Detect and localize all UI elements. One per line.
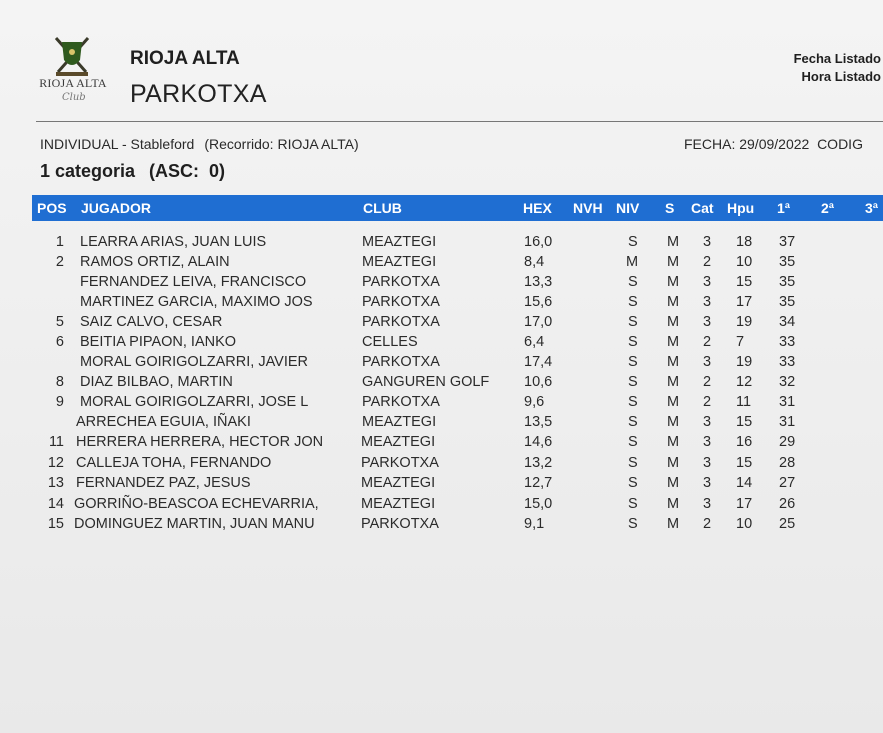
row-r1: 27: [779, 475, 796, 491]
row-sex: M: [667, 354, 680, 370]
row-niv: S: [628, 455, 638, 471]
row-club: MEAZTEGI: [362, 234, 437, 250]
row-club: PARKOTXA: [362, 294, 440, 310]
row-niv: S: [628, 516, 638, 532]
row-niv: S: [628, 234, 638, 250]
row-player: CALLEJA TOHA, FERNANDO: [76, 455, 272, 471]
table-row: [0, 294, 883, 314]
row-niv: S: [628, 414, 638, 430]
row-r1: 35: [779, 254, 796, 270]
row-club: MEAZTEGI: [361, 496, 436, 512]
category-asc: (ASC: 0): [149, 161, 226, 181]
row-pos: 15: [47, 516, 64, 532]
col-r2: 2ª: [821, 200, 834, 216]
row-niv: S: [628, 374, 638, 390]
row-hex: 17,0: [524, 314, 553, 330]
row-hpu: 10: [736, 254, 753, 270]
row-club: PARKOTXA: [362, 274, 440, 290]
row-cat: 2: [703, 394, 712, 410]
row-cat: 2: [703, 254, 712, 270]
header-divider: [36, 121, 883, 122]
row-player: ARRECHEA EGUIA, IÑAKI: [76, 414, 251, 430]
row-pos: 2: [55, 254, 64, 270]
row-club: PARKOTXA: [362, 394, 440, 410]
row-club: MEAZTEGI: [362, 414, 437, 430]
row-hpu: 16: [736, 434, 753, 450]
row-r1: 37: [779, 234, 796, 250]
row-hpu: 17: [736, 496, 753, 512]
row-player: GORRIÑO-BEASCOA ECHEVARRIA,: [74, 496, 319, 512]
row-pos: 11: [48, 434, 64, 450]
row-hpu: 7: [736, 334, 745, 350]
competition-course: (Recorrido: RIOJA ALTA): [204, 136, 359, 152]
row-hex: 16,0: [524, 234, 553, 250]
row-hex: 6,4: [524, 334, 545, 350]
row-club: PARKOTXA: [362, 354, 440, 370]
row-pos: 14: [47, 496, 64, 512]
row-niv: S: [628, 274, 638, 290]
row-sex: M: [667, 254, 680, 270]
table-row: [0, 516, 883, 536]
competition-date: FECHA: 29/09/2022 CODIG: [684, 136, 863, 152]
row-pos: 12: [47, 455, 64, 471]
row-hex: 13,5: [524, 414, 553, 430]
row-pos: 1: [55, 234, 64, 250]
course-name: PARKOTXA: [130, 80, 267, 108]
row-sex: M: [667, 294, 680, 310]
table-row: [0, 234, 883, 254]
row-player: SAIZ CALVO, CESAR: [80, 314, 223, 330]
row-player: MARTINEZ GARCIA, MAXIMO JOS: [80, 294, 313, 310]
row-club: PARKOTXA: [362, 314, 440, 330]
row-cat: 2: [703, 374, 712, 390]
row-player: FERNANDEZ LEIVA, FRANCISCO: [80, 274, 307, 290]
table-header: [32, 195, 883, 221]
golf-flag-logo-icon: [28, 32, 118, 82]
row-club: MEAZTEGI: [362, 254, 437, 270]
row-player: DOMINGUEZ MARTIN, JUAN MANU: [74, 516, 315, 532]
row-sex: M: [667, 434, 680, 450]
fecha-listado-label: Fecha Listado: [793, 51, 881, 66]
row-r1: 26: [779, 496, 796, 512]
row-pos: 8: [55, 374, 64, 390]
row-hpu: 15: [736, 414, 753, 430]
row-sex: M: [667, 394, 680, 410]
category-title: [40, 161, 225, 182]
row-player: LEARRA ARIAS, JUAN LUIS: [80, 234, 267, 250]
table-row: [0, 414, 883, 434]
row-hex: 9,1: [524, 516, 545, 532]
row-hpu: 19: [736, 354, 753, 370]
table-row: [0, 354, 883, 374]
row-r1: 29: [779, 434, 796, 450]
col-cat: Cat: [691, 200, 714, 216]
row-hex: 15,6: [524, 294, 553, 310]
row-player: DIAZ BILBAO, MARTIN: [80, 374, 233, 390]
row-cat: 3: [703, 294, 712, 310]
logo-text: RIOJA ALTA: [39, 76, 107, 90]
row-hex: 9,6: [524, 394, 545, 410]
row-club: PARKOTXA: [361, 455, 439, 471]
row-pos: 6: [55, 334, 64, 350]
table-row: [0, 314, 883, 334]
row-cat: 2: [703, 334, 712, 350]
col-s: S: [665, 200, 675, 216]
row-club: PARKOTXA: [361, 516, 439, 532]
row-hex: 13,3: [524, 274, 553, 290]
row-niv: S: [628, 394, 638, 410]
row-niv: S: [628, 496, 638, 512]
row-niv: S: [628, 434, 638, 450]
col-pos: POS: [37, 200, 67, 216]
table-row: [0, 455, 883, 475]
row-player: BEITIA PIPAON, IANKO: [80, 334, 237, 350]
row-niv: S: [628, 334, 638, 350]
row-cat: 3: [703, 234, 712, 250]
row-niv: M: [626, 254, 639, 270]
row-sex: M: [667, 234, 680, 250]
competition-format: INDIVIDUAL - Stableford: [40, 136, 195, 152]
row-club: MEAZTEGI: [361, 434, 436, 450]
row-r1: 28: [779, 455, 796, 471]
row-cat: 3: [703, 434, 712, 450]
competition-type: [40, 136, 359, 152]
row-cat: 3: [703, 354, 712, 370]
table-row: [0, 394, 883, 414]
row-cat: 3: [703, 455, 712, 471]
row-sex: M: [667, 274, 680, 290]
row-player: MORAL GOIRIGOLZARRI, JAVIER: [80, 354, 309, 370]
row-sex: M: [667, 496, 680, 512]
listing-meta: [794, 50, 881, 86]
row-hpu: 15: [736, 455, 753, 471]
row-hpu: 11: [736, 394, 752, 410]
table-row: [0, 274, 883, 294]
row-cat: 3: [703, 475, 712, 491]
row-r1: 33: [779, 334, 796, 350]
row-sex: M: [667, 455, 680, 471]
row-r1: 31: [779, 414, 796, 430]
row-sex: M: [667, 475, 680, 491]
row-niv: S: [628, 354, 638, 370]
row-hex: 10,6: [524, 374, 553, 390]
table-row: [0, 496, 883, 516]
col-r3: 3ª: [865, 200, 878, 216]
row-sex: M: [667, 314, 680, 330]
row-r1: 34: [779, 314, 796, 330]
row-player: RAMOS ORTIZ, ALAIN: [80, 254, 230, 270]
row-hex: 17,4: [524, 354, 553, 370]
row-player: FERNANDEZ PAZ, JESUS: [76, 475, 251, 491]
logo-club-text: Club: [62, 92, 86, 103]
row-hpu: 15: [736, 274, 753, 290]
row-niv: S: [628, 475, 638, 491]
row-hex: 13,2: [524, 455, 553, 471]
table-row: [0, 334, 883, 354]
row-hex: 14,6: [524, 434, 553, 450]
row-cat: 3: [703, 314, 712, 330]
table-row: [0, 374, 883, 394]
row-hpu: 17: [736, 294, 753, 310]
row-hpu: 18: [736, 234, 753, 250]
table-row: [0, 434, 883, 454]
table-row: [0, 254, 883, 274]
row-r1: 32: [779, 374, 796, 390]
row-r1: 31: [779, 394, 796, 410]
col-hpu: Hpu: [727, 200, 755, 216]
row-niv: S: [628, 314, 638, 330]
row-hpu: 14: [736, 475, 753, 491]
row-player: HERRERA HERRERA, HECTOR JON: [76, 434, 324, 450]
row-sex: M: [667, 414, 680, 430]
row-r1: 35: [779, 294, 796, 310]
row-cat: 3: [703, 496, 712, 512]
col-niv: NIV: [616, 200, 640, 216]
row-hex: 8,4: [524, 254, 545, 270]
club-name: RIOJA ALTA: [130, 48, 240, 69]
row-hpu: 12: [736, 374, 753, 390]
row-sex: M: [667, 374, 680, 390]
col-r1: 1ª: [777, 200, 790, 216]
row-cat: 3: [703, 274, 712, 290]
col-nvh: NVH: [573, 200, 603, 216]
row-pos: 9: [55, 394, 64, 410]
row-hpu: 10: [736, 516, 753, 532]
row-cat: 2: [703, 516, 712, 532]
row-club: GANGUREN GOLF: [362, 374, 490, 390]
row-hpu: 19: [736, 314, 753, 330]
table-row: [0, 475, 883, 495]
row-pos: 13: [47, 475, 64, 491]
row-r1: 35: [779, 274, 796, 290]
row-hex: 12,7: [524, 475, 553, 491]
row-cat: 3: [703, 414, 712, 430]
row-pos: 5: [55, 314, 64, 330]
row-sex: M: [667, 516, 680, 532]
col-jugador: JUGADOR: [81, 200, 152, 216]
row-niv: S: [628, 294, 638, 310]
row-player: MORAL GOIRIGOLZARRI, JOSE L: [80, 394, 309, 410]
col-hex: HEX: [523, 200, 552, 216]
row-club: MEAZTEGI: [361, 475, 436, 491]
row-sex: M: [667, 334, 680, 350]
row-club: CELLES: [362, 334, 418, 350]
category-name: 1 categoria: [40, 161, 136, 181]
row-r1: 33: [779, 354, 796, 370]
col-club: CLUB: [363, 200, 402, 216]
row-r1: 25: [779, 516, 796, 532]
row-hex: 15,0: [524, 496, 553, 512]
hora-listado-label: Hora Listado: [801, 69, 881, 84]
